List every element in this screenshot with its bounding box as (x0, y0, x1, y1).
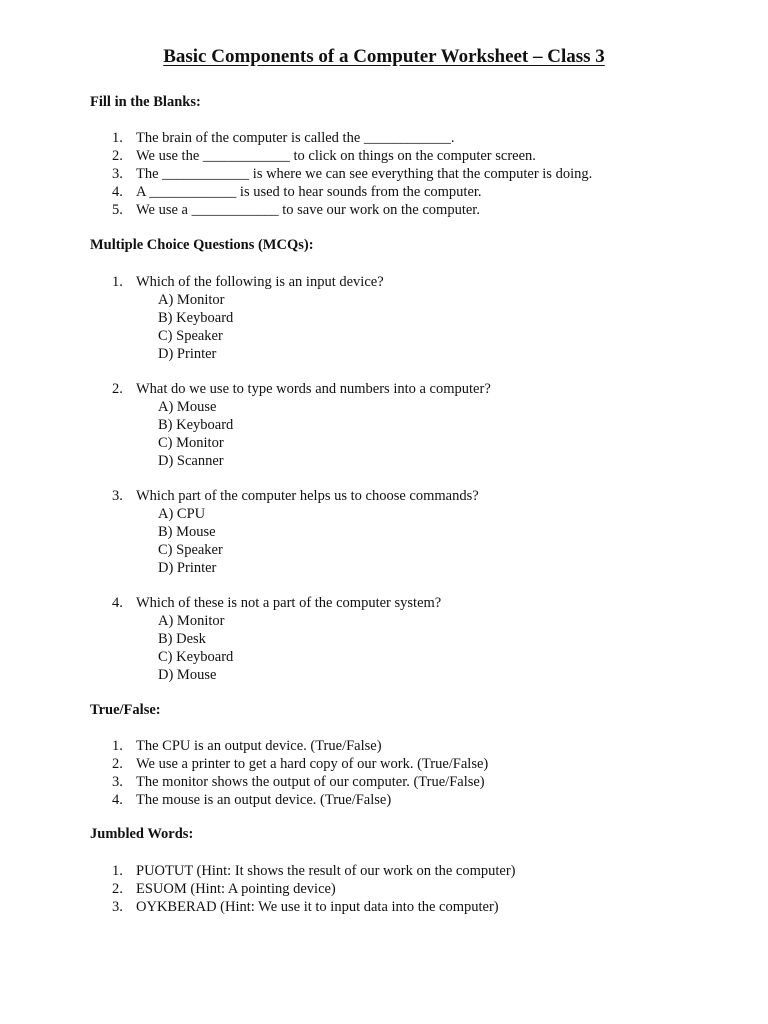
mcq-option: A) Mouse (158, 399, 217, 415)
mcq-option: B) Keyboard (158, 310, 234, 326)
section-heading-fill-blanks: Fill in the Blanks: (90, 94, 201, 110)
mcq-option: A) Monitor (158, 613, 225, 629)
section-heading-jumbled-words: Jumbled Words: (90, 826, 194, 842)
mcq-option: B) Desk (158, 631, 206, 647)
mcq-option: B) Mouse (158, 524, 216, 540)
worksheet-title: Basic Components of a Computer Worksheet – Class 3 (163, 46, 605, 67)
mcq-option: D) Mouse (158, 667, 217, 683)
section-heading-true-false: True/False: (90, 702, 161, 718)
mcq-option: D) Scanner (158, 453, 224, 469)
mcq-option: C) Monitor (158, 435, 224, 451)
mcq-option: D) Printer (158, 560, 217, 576)
mcq-option: C) Speaker (158, 328, 223, 344)
mcq-option: A) CPU (158, 506, 206, 522)
mcq-option: C) Speaker (158, 542, 223, 558)
mcq-option: C) Keyboard (158, 649, 234, 665)
mcq-option: A) Monitor (158, 292, 225, 308)
mcq-option: B) Keyboard (158, 417, 234, 433)
mcq-option: D) Printer (158, 346, 217, 362)
section-heading-mcq: Multiple Choice Questions (MCQs): (90, 237, 314, 253)
